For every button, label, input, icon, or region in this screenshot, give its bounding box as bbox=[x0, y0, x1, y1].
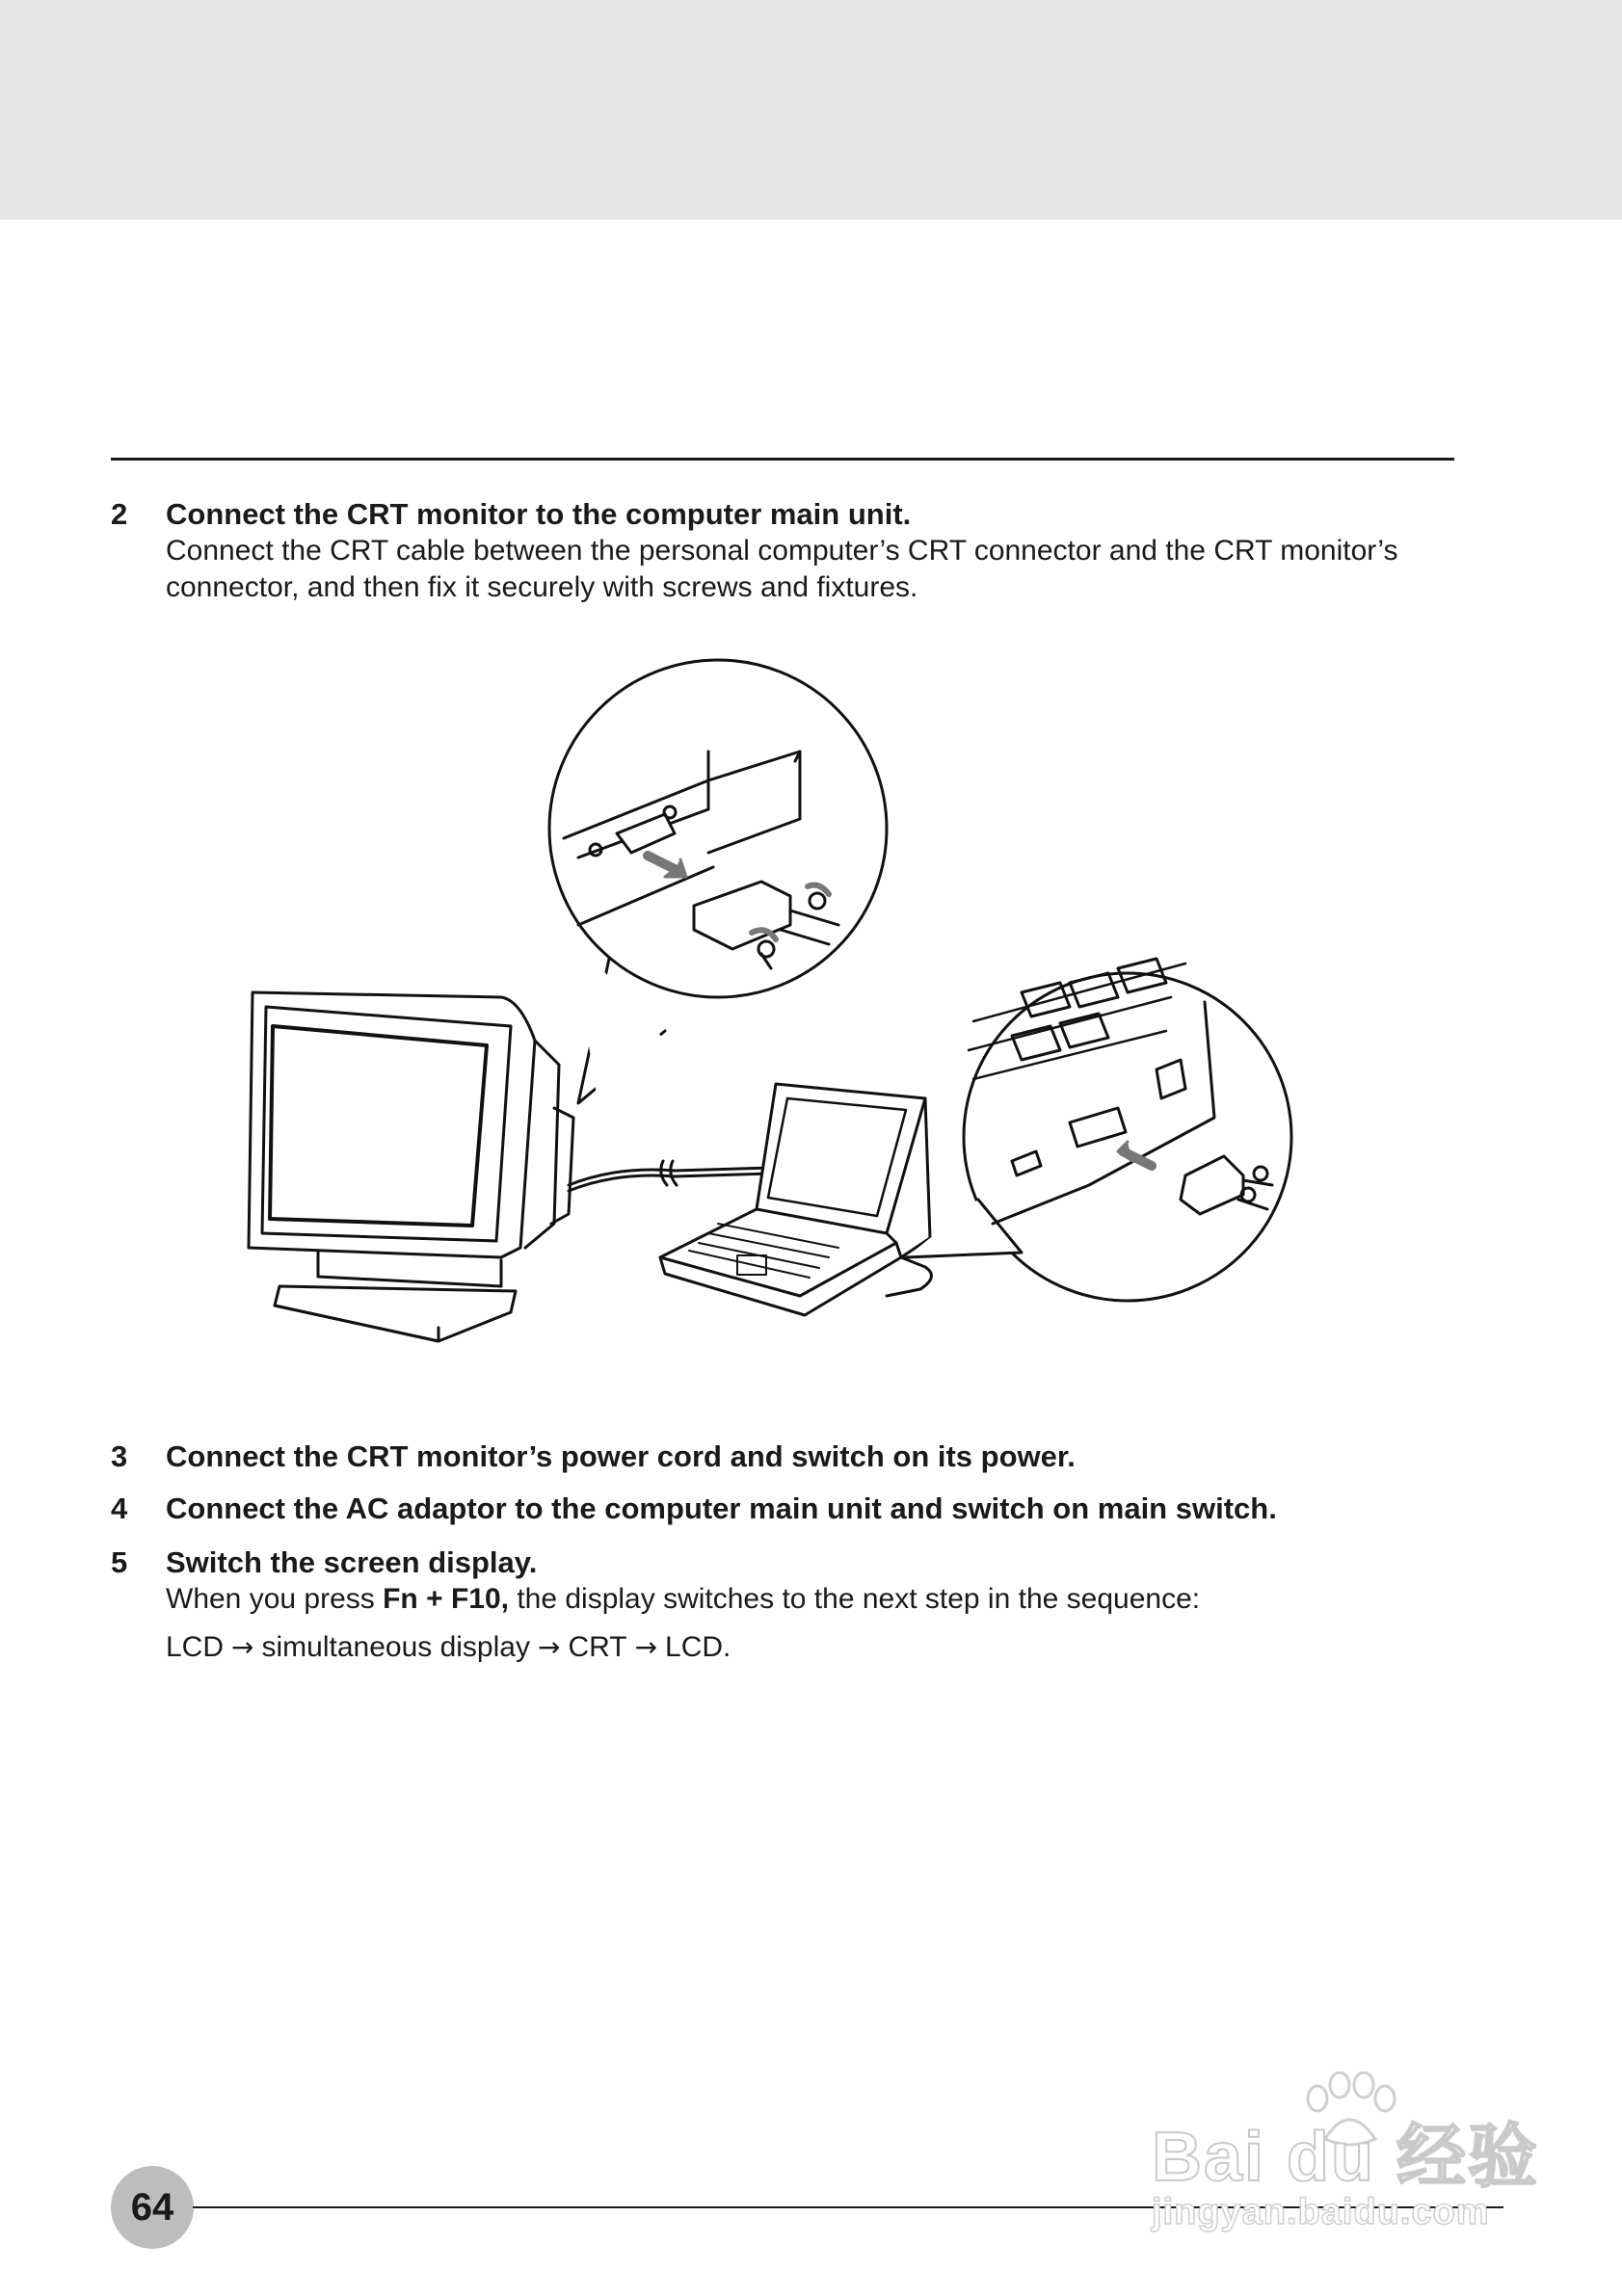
step-number: 4 bbox=[111, 1491, 128, 1525]
step-number: 5 bbox=[111, 1545, 128, 1579]
laptop-icon bbox=[660, 1084, 931, 1315]
arrow-right-icon: → bbox=[537, 1631, 561, 1663]
step-title: Switch the screen display. bbox=[166, 1545, 538, 1579]
text-before: When you press bbox=[166, 1583, 384, 1615]
watermark-logo: Bai du 经验 bbox=[1152, 2119, 1540, 2196]
step-text bbox=[166, 1581, 1476, 1618]
step-text: Connect the CRT cable between the personal computer’s CRT connector and the CRT monitor’s connector, and then fix it securely with screws and fixtures. bbox=[166, 535, 1398, 603]
step-title: Connect the CRT monitor to the computer main unit. bbox=[166, 497, 912, 531]
step-title: Connect the CRT monitor’s power cord and switch on its power. bbox=[166, 1439, 1076, 1473]
key-combo: Fn + F10, bbox=[383, 1583, 509, 1615]
watermark-url: jingyan.baidu.com bbox=[1152, 2192, 1490, 2232]
arrow-right-icon: → bbox=[634, 1631, 658, 1663]
step-number: 2 bbox=[111, 497, 128, 531]
baidu-watermark bbox=[1152, 2072, 1556, 2245]
sequence-item: LCD. bbox=[665, 1631, 731, 1663]
step-number: 3 bbox=[111, 1439, 128, 1473]
arrow-right-icon: → bbox=[231, 1631, 254, 1663]
sequence-item: simultaneous display bbox=[261, 1631, 530, 1663]
display-sequence bbox=[166, 1629, 1476, 1666]
step-title: Connect the AC adaptor to the computer main unit and switch on main switch. bbox=[166, 1491, 1277, 1525]
sequence-item: LCD bbox=[166, 1631, 225, 1663]
crt-monitor-icon bbox=[249, 992, 573, 1341]
zoom-circle-right bbox=[906, 959, 1291, 1301]
sequence-item: CRT bbox=[568, 1631, 627, 1663]
zoom-circle-top bbox=[549, 660, 887, 1103]
text-after: the display switches to the next step in the sequence: bbox=[508, 1583, 1201, 1615]
page-number: 64 bbox=[111, 2166, 194, 2249]
